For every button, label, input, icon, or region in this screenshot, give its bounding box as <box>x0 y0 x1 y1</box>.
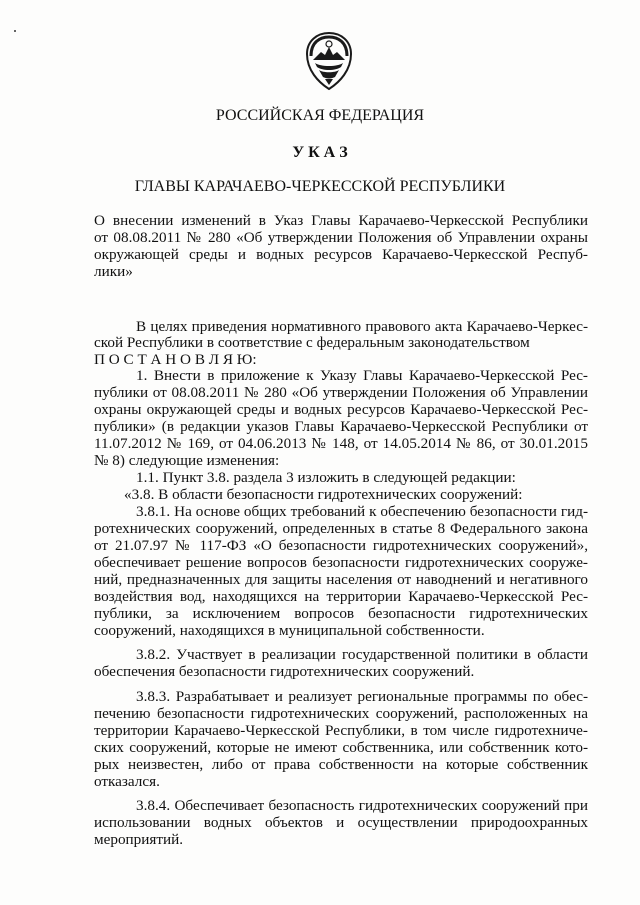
preamble-line: ской Республики в соответствие с федеральным законодательством <box>94 334 530 351</box>
clause-3-8-3-line: отказался. <box>94 773 160 790</box>
item-1-line: № 8) следующие изменения: <box>94 452 280 469</box>
item-1-line: охраны окружающей среды и водных ресурсов Карачаево-Черкесской Рес- <box>94 401 588 418</box>
clause-3-8-1-line: публики, за исключением вопросов безопасности гидротехнических <box>94 605 588 622</box>
item-1-line: публики от 08.08.2011 № 280 «Об утверждении Положения об Управлении <box>94 384 588 401</box>
clause-3-8-3-line: ских сооружений, которые не имеют собственника, или собственник кото- <box>94 739 588 756</box>
title-line: О внесении изменений в Указ Главы Карачаево-Черкесской Республики <box>94 212 588 229</box>
title-line: окружающей среды и водных ресурсов Карачаево-Черкесской Респуб- <box>94 246 588 263</box>
clause-3-8-2-line: 3.8.2. Участвует в реализации государственной политики в области <box>136 646 588 663</box>
item-1-line: 11.07.2012 № 169, от 04.06.2013 № 148, от 14.05.2014 № 86, от 30.01.2015 <box>94 435 588 452</box>
clause-3-8-4-line: 3.8.4. Обеспечивает безопасность гидротехнических сооружений при <box>136 797 588 814</box>
scan-speck <box>14 30 16 32</box>
title-line: от 08.08.2011 № 280 «Об утверждении Положения об Управлении охраны <box>94 229 588 246</box>
clause-3-8-3-line: рых неизвестен, либо от права собственности на которые собственник <box>94 756 588 773</box>
document-type: У К А З <box>292 144 348 161</box>
clause-3-8-line: «3.8. В области безопасности гидротехнических сооружений: <box>124 486 523 503</box>
clause-3-8-3-line: 3.8.3. Разрабатывает и реализует региональные программы по обес- <box>136 688 588 705</box>
clause-3-8-1-line: сооружений, находящихся в муниципальной собственности. <box>94 622 485 639</box>
clause-3-8-4-line: использовании водных объектов и осуществлении природоохранных <box>94 814 588 831</box>
clause-3-8-2-line: обеспечения безопасности гидротехнических сооружений. <box>94 663 475 680</box>
clause-3-8-1-line: ротехнических сооружений, определенных в статье 8 Федерального закона <box>94 520 588 537</box>
clause-3-8-1-line: воздействия вод, находящихся на территории Карачаево-Черкесской Рес- <box>94 588 588 605</box>
clause-3-8-1-line: ний, предназначенных для защиты населения от наводнений и негативного <box>94 571 588 588</box>
clause-3-8-1-line: обеспечивает решение вопросов безопасности гидротехнических сооруже- <box>94 554 588 571</box>
coat-of-arms-icon <box>301 30 357 92</box>
clause-3-8-1-line: от 21.07.97 № 117-ФЗ «О безопасности гидротехнических сооружений», <box>94 537 588 554</box>
title-line: лики» <box>94 263 133 280</box>
clause-3-8-3-line: территории Карачаево-Черкесской Республики, в том числе гидротехниче- <box>94 722 588 739</box>
decree-word: П О С Т А Н О В Л Я Ю: <box>94 351 257 368</box>
document-issuer: ГЛАВЫ КАРАЧАЕВО-ЧЕРКЕССКОЙ РЕСПУБЛИКИ <box>134 178 506 195</box>
clause-3-8-1-line: 3.8.1. На основе общих требований к обеспечению безопасности гид- <box>136 503 588 520</box>
item-1-line: публики» (в редакции указов Главы Карачаево-Черкесской Республики от <box>94 418 588 435</box>
clause-3-8-3-line: печению безопасности гидротехнических сооружений, расположенных на <box>94 705 588 722</box>
country-name: РОССИЙСКАЯ ФЕДЕРАЦИЯ <box>215 107 425 124</box>
preamble-line: В целях приведения нормативного правового акта Карачаево-Черкес- <box>136 318 588 335</box>
item-1-line: 1. Внести в приложение к Указу Главы Карачаево-Черкесской Рес- <box>136 367 588 384</box>
item-1-1-line: 1.1. Пункт 3.8. раздела 3 изложить в следующей редакции: <box>136 469 516 486</box>
clause-3-8-4-line: мероприятий. <box>94 831 184 848</box>
